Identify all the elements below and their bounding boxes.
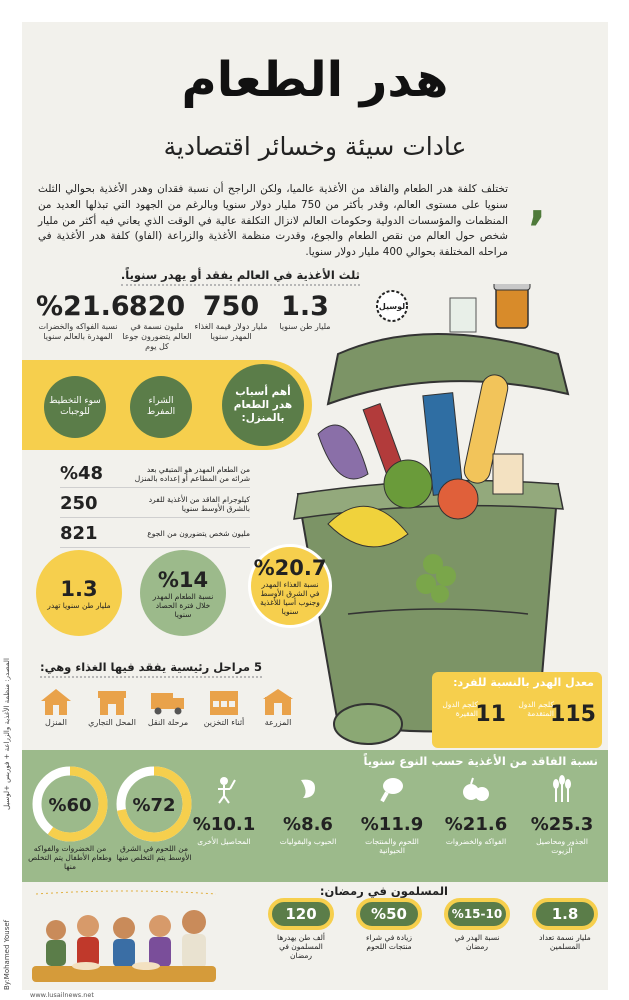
quote-icon: , — [528, 176, 546, 230]
ring-vegetables — [30, 764, 110, 844]
fruit-icon — [461, 774, 491, 804]
meat-icon — [377, 774, 407, 804]
ramadan-waste-rate: %15-10 نسبة الهدر في رمضان — [444, 898, 510, 951]
warehouse-icon — [207, 687, 241, 715]
website-url: www.lusailnews.net — [30, 991, 94, 999]
stage-farm: المزرعة — [252, 687, 304, 727]
home-stat-row: 821 مليون شخص يتضورون من الجوع — [60, 520, 250, 548]
type-other: %10.1 المحاصيل الأخرى — [190, 774, 258, 846]
stat-hungry: 820 مليون نسمة في العالم يتضورون جوعا كل يوم — [122, 291, 192, 351]
types-heading: نسبة الفاقد من الأغذية حسب النوع سنوياً — [363, 754, 598, 768]
family-iftar-illustration — [26, 888, 222, 988]
side-credits — [1, 658, 17, 990]
ring-vegetables-label: من الخضروات والفواكه وطعام الأطفال يتم التخلص منها — [28, 844, 112, 871]
causes-title: أهم أسباب هدر الطعام بالمنزل: — [222, 364, 304, 446]
wheat-icon — [547, 774, 577, 804]
ring-meat-middle-east — [114, 764, 194, 844]
rate-title: معدل الهدر بالنسبة للفرد: — [453, 676, 594, 689]
subtitle: عادات سيئة وخسائر اقتصادية — [163, 132, 467, 161]
infographic-page — [22, 22, 608, 990]
cause-bad-planning: سوء التخطيط للوجبات — [44, 376, 106, 438]
svg-text:%60: %60 — [48, 795, 92, 816]
farmer-icon — [209, 774, 239, 804]
farm-icon — [261, 687, 295, 715]
shop-icon — [95, 687, 129, 715]
home-stat-row: %48 من الطعام المهدر هو المتبقي بعد شرائه من المطاعم أو إعداده بالمنزل — [60, 460, 250, 488]
stat-fruit-waste: %21.6 نسبة الفواكه والخضرات المهدرة بالعالم سنويا — [36, 291, 130, 341]
stage-shop: المحل التجاري — [86, 687, 138, 727]
world-heading: ثلث الأغذية في العالم يفقد أو يهدر سنوياً. — [120, 268, 360, 282]
rate-poor-value: 11 — [475, 702, 506, 727]
stages-heading: 5 مراحل رئيسية يفقد فيها الغذاء وهي: — [39, 660, 262, 674]
logo-text: لوسيل — [378, 302, 406, 311]
ramadan-tons-wasted: 120 ألف طن يهدرها المسلمون في رمضان — [268, 898, 334, 960]
type-roots: %25.3 الجذور ومحاصيل الزيوت — [528, 774, 596, 855]
rate-developed-label: كلجم الدول المتقدمة — [518, 700, 554, 718]
ramadan-meat-increase: %50 زيادة في شراء منتجات اللحوم — [356, 898, 422, 951]
type-fruits: %21.6 الفواكه والخضروات — [442, 774, 510, 846]
rate-poor-label: كلجم الدول الفقيرة — [442, 700, 478, 718]
stage-storage: أثناء التخزين — [198, 687, 250, 727]
stage-transport: مرحلة النقل — [142, 687, 194, 727]
home-stat-row: 250 كيلوجرام الفاقد من الأغذية للفرد بالشرق الأوسط سنويا — [60, 490, 250, 518]
house-icon — [39, 687, 73, 715]
circle-billion-tons: 1.3 مليار طن سنويا تهدر — [36, 550, 122, 636]
type-meat: %11.9 اللحوم والمنتجات الحيوانية — [358, 774, 426, 855]
stage-home: المنزل — [30, 687, 82, 727]
rate-developed-value: 115 — [550, 702, 596, 727]
stat-tons: 1.3 مليار طن سنويا — [279, 291, 331, 331]
intro-paragraph: تختلف كلفة هدر الطعام والفاقد من الأغذية عالميا، ولكن الراجح أن نسبة فقدان وهدر الأغذية بحوالي الثلث سنويا على مستوى العالم، وقدر بأكثر من 750 مليار دولار سنويا وبالرغم من الجهود التي تبذلها العديد من المنظمات والمؤسسات الدولية وحكومات العالم لانزال التكلفة عالية في الوقت الذي يعاني فيه أكثر من مليار شخص حول العالم من نقص الطعام والجوع، وقدرت منظمة الأغذية والزراعة (الفاو) كلفة هدر الأغذية في مراحله المختلفة بحوالي 400 مليار دولار سنويا. — [38, 183, 508, 259]
author-credit: By:Mohamed Yousef — [3, 919, 11, 990]
type-grains: %8.6 الحبوب والبقوليات — [274, 774, 342, 846]
cause-overbuying: الشراء المفرط — [130, 376, 192, 438]
circle-harvest: %14 نسبة الطعام المهدر خلال فترة الحصاد سنويا — [140, 550, 226, 636]
ramadan-heading: المسلمون في رمضان: — [319, 884, 448, 898]
stat-dollars: 750 مليار دولار قيمة الغذاء المهدر سنويا — [194, 291, 268, 341]
ramadan-muslims: 1.8 مليار نسمة تعداد المسلمين — [532, 898, 598, 951]
circle-middle-east: %20.7 نسبة الغذاء المهدر في الشرق الأوسط وجنوب أسيا للأغذية سنويا — [248, 544, 332, 628]
main-title: هدر الطعام — [181, 52, 449, 108]
svg-text:%72: %72 — [132, 795, 176, 816]
beans-icon — [293, 774, 323, 804]
truck-icon — [149, 687, 187, 715]
rate-box — [432, 672, 602, 748]
source-credit: المصدر: منظمة الأغذية والزراعة + فوربس +لوسيل — [3, 658, 11, 810]
ring-meat-label: من اللحوم في الشرق الأوسط يتم التخلص منها — [116, 844, 192, 862]
